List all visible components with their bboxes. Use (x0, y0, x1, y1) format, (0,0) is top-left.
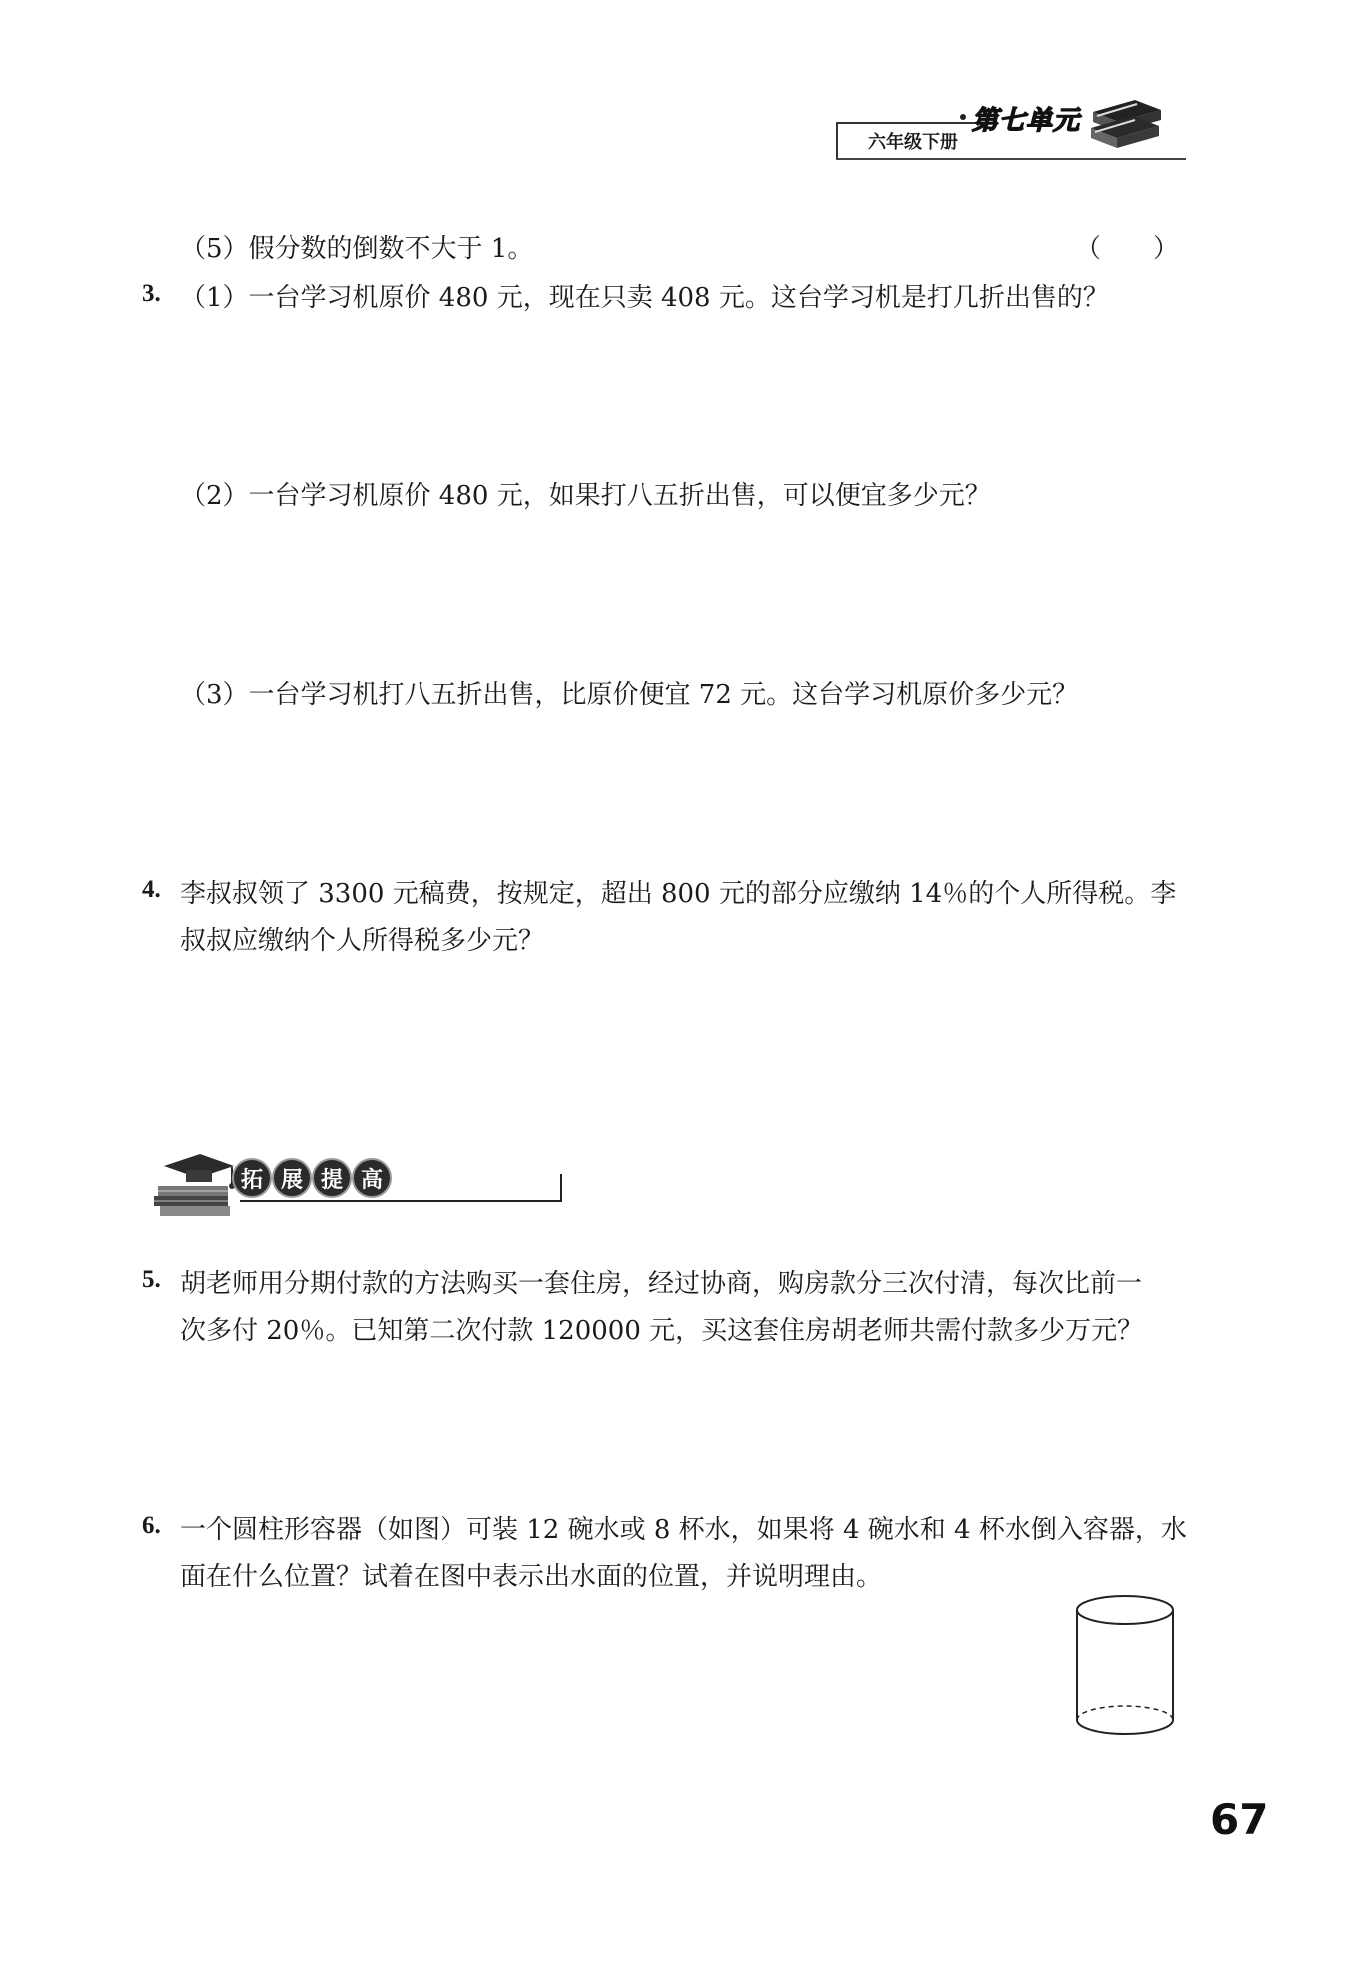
cylinder-container-figure (1070, 1588, 1180, 1748)
header-dot (960, 114, 966, 120)
question-5-line-2: 次多付 20％。已知第二次付款 120000 元，买这套住房胡老师共需付款多少万元？ (180, 1316, 1144, 1346)
section-char-4: 高 (352, 1158, 392, 1198)
question-5-line-1: 胡老师用分期付款的方法购买一套住房，经过协商，购房款分三次付清，每次比前一 (180, 1269, 1143, 1299)
section-header (150, 1140, 420, 1230)
section-char-2: 展 (272, 1158, 312, 1198)
unit-title: 第七单元 (972, 106, 1081, 136)
question-number-6: 6. (142, 1512, 161, 1539)
section-tick (560, 1174, 562, 1202)
question-3-part-2: （2）一台学习机原价 480 元，如果打八五折出售，可以便宜多少元？ (180, 481, 991, 511)
question-6-line-1: 一个圆柱形容器（如图）可装 12 碗水或 8 杯水，如果将 4 碗水和 4 杯水倒入容器，水 (180, 1515, 1187, 1545)
question-number-5: 5. (142, 1266, 161, 1293)
question-4-line-2: 叔叔应缴纳个人所得税多少元？ (180, 926, 545, 956)
question-6-line-2: 面在什么位置？试着在图中表示出水面的位置，并说明理由。 (180, 1562, 883, 1592)
section-underline (240, 1200, 560, 1202)
question-number-3: 3. (142, 280, 161, 307)
section-char-3: 提 (312, 1158, 352, 1198)
page-number: 67 (1210, 1795, 1269, 1844)
graduation-books-icon (150, 1140, 240, 1230)
section-char-1: 拓 (232, 1158, 272, 1198)
question-3-part-1: （1）一台学习机原价 480 元，现在只卖 408 元。这台学习机是打几折出售的？ (180, 283, 1109, 313)
books-stack-icon (1085, 92, 1165, 162)
grade-label: 六年级下册 (836, 122, 988, 158)
question-2-5-text: （5）假分数的倒数不大于 1。 (180, 234, 534, 264)
question-4-line-1: 李叔叔领了 3300 元稿费，按规定，超出 800 元的部分应缴纳 14％的个人所得税。李 (180, 879, 1177, 909)
question-number-4: 4. (142, 876, 161, 903)
answer-blank[interactable]: （ ） (1075, 234, 1180, 264)
question-3-part-3: （3）一台学习机打八五折出售，比原价便宜 72 元。这台学习机原价多少元？ (180, 680, 1079, 710)
